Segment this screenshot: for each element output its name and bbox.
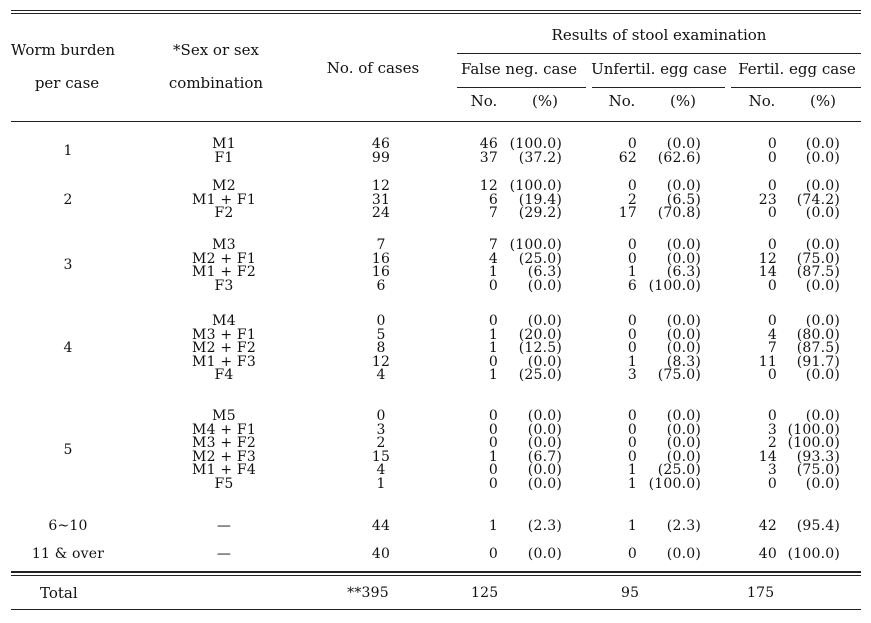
unfertil-no-cell: 0 (627, 546, 637, 562)
false-neg-no-cell: 0 (488, 476, 498, 492)
header-un-pct: (%) (670, 92, 696, 110)
cases-cell: 3 (376, 421, 386, 438)
fertil-no-cell: 3 (767, 462, 777, 479)
cases-cell: 24 (371, 205, 391, 222)
false-neg-no-cell: 1 (488, 326, 498, 343)
sex-combination-cell: M1 + F4 (192, 462, 256, 479)
unfertil-pct-cell: (100.0) (648, 277, 701, 294)
sex-combination-cell: M5 (212, 408, 236, 424)
fertil-no-cell: 0 (767, 277, 777, 294)
unfertil-pct-cell: (0.0) (666, 237, 701, 253)
unfertil-pct-cell: (75.0) (657, 367, 701, 384)
header-worm-burden-line2: per case (34, 74, 100, 92)
header-bottom-rule (11, 121, 861, 122)
cases-cell: 0 (376, 408, 386, 424)
unfertil-pct-cell: (0.0) (666, 448, 701, 465)
fertil-pct-cell: (0.0) (805, 237, 840, 253)
unfertil-no-cell: 0 (627, 136, 637, 152)
cases-cell: 4 (376, 367, 386, 384)
fertil-no-cell: 0 (767, 367, 777, 384)
fertil-pct-cell: (0.0) (805, 367, 840, 384)
false-neg-no-cell: 0 (488, 421, 498, 438)
unfertil-pct-cell: (62.6) (657, 149, 701, 166)
unfertil-no-cell: 0 (627, 250, 637, 267)
unfertil-pct-cell: (0.0) (666, 178, 701, 194)
sex-combination-cell: M2 (212, 178, 236, 194)
false-neg-pct-cell: (2.3) (527, 518, 562, 534)
header-unfertil: Unfertil. egg case (591, 60, 727, 78)
false-neg-no-cell: 1 (488, 264, 498, 281)
fertil-pct-cell: (74.2) (796, 191, 840, 208)
fertil-pct-cell: (87.5) (796, 340, 840, 357)
fertil-no-cell: 0 (767, 136, 777, 152)
worm-burden-cell: 2 (63, 191, 73, 208)
false-neg-no-cell: 7 (488, 205, 498, 222)
unfertil-pct-cell: (6.3) (666, 264, 701, 281)
fertil-no-cell: 0 (767, 313, 777, 329)
sex-combination-cell: M4 + F1 (192, 421, 256, 438)
false-neg-pct-cell: (19.4) (518, 191, 562, 208)
results-underline (457, 53, 861, 54)
fertil-pct-cell: (0.0) (805, 476, 840, 492)
cases-cell: 4 (376, 462, 386, 479)
unfertil-no-cell: 1 (627, 353, 637, 370)
false-neg-pct-cell: (0.0) (527, 313, 562, 329)
false-neg-no-cell: 37 (479, 149, 498, 166)
unfertil-no-cell: 17 (618, 205, 637, 222)
false-neg-pct-cell: (0.0) (527, 408, 562, 424)
worm-burden-cell: 3 (63, 257, 73, 274)
unfertil-pct-cell: (0.0) (666, 313, 701, 329)
worm-burden-cell: 4 (63, 340, 73, 357)
fertil-no-cell: 11 (758, 353, 777, 370)
unfertil-no-cell: 0 (627, 326, 637, 343)
header-worm-burden-line1: Worm burden (10, 41, 116, 59)
unfertil-no-cell: 0 (627, 178, 637, 194)
fertil-underline (731, 87, 861, 88)
unfertil-no-cell: 2 (627, 191, 637, 208)
unfertil-no-cell: 1 (627, 476, 637, 492)
header-false-neg: False neg. case (460, 60, 578, 78)
unfertil-pct-cell: (0.0) (666, 435, 701, 452)
fertil-pct-cell: (87.5) (796, 264, 840, 281)
unfertil-no-cell: 0 (627, 313, 637, 329)
false-neg-pct-cell: (37.2) (518, 149, 562, 166)
total-false-neg: 125 (471, 585, 499, 601)
unfertil-no-cell: 0 (627, 421, 637, 438)
false-neg-no-cell: 1 (488, 518, 498, 534)
worm-burden-cell: 1 (63, 142, 73, 159)
unfertil-underline (592, 87, 725, 88)
fertil-no-cell: 42 (758, 518, 777, 534)
cases-cell: 12 (371, 353, 391, 370)
header-fe-pct: (%) (810, 92, 836, 110)
sex-combination-cell: F1 (214, 149, 234, 166)
fertil-no-cell: 0 (767, 476, 777, 492)
header-fe-no: No. (748, 92, 776, 110)
unfertil-no-cell: 0 (627, 408, 637, 424)
false-neg-no-cell: 0 (488, 313, 498, 329)
false-neg-pct-cell: (0.0) (527, 421, 562, 438)
false-neg-no-cell: 7 (488, 237, 498, 253)
bottom-rule (11, 609, 861, 610)
sex-combination-cell: M1 + F3 (192, 353, 256, 370)
cases-cell: 40 (371, 546, 391, 562)
unfertil-pct-cell: (2.3) (666, 518, 701, 534)
false-neg-no-cell: 4 (488, 250, 498, 267)
false-neg-no-cell: 46 (479, 136, 498, 152)
unfertil-no-cell: 6 (627, 277, 637, 294)
sex-combination-cell: M2 + F3 (192, 448, 256, 465)
false-neg-pct-cell: (25.0) (518, 250, 562, 267)
total-label: Total (40, 584, 78, 602)
unfertil-pct-cell: (0.0) (666, 546, 701, 562)
fertil-pct-cell: (0.0) (805, 205, 840, 222)
sex-combination-cell: F2 (214, 205, 234, 222)
header-fn-no: No. (470, 92, 498, 110)
fertil-pct-cell: (0.0) (805, 277, 840, 294)
unfertil-pct-cell: (100.0) (648, 476, 701, 492)
fertil-pct-cell: (0.0) (805, 149, 840, 166)
sex-combination-cell: M1 + F2 (192, 264, 256, 281)
top-rule-1 (11, 10, 861, 11)
header-results: Results of stool examination (551, 26, 767, 44)
fertil-no-cell: 4 (767, 326, 777, 343)
sex-combination-cell: M1 + F1 (192, 191, 256, 208)
fertil-pct-cell: (0.0) (805, 408, 840, 424)
top-rule-2 (11, 13, 861, 14)
total-top-rule-2 (11, 575, 861, 576)
false-neg-pct-cell: (12.5) (518, 340, 562, 357)
false-neg-no-cell: 0 (488, 462, 498, 479)
fertil-pct-cell: (95.4) (796, 518, 840, 534)
fertil-no-cell: 14 (758, 448, 777, 465)
unfertil-pct-cell: (70.8) (657, 205, 701, 222)
fertil-no-cell: 0 (767, 205, 777, 222)
false-neg-no-cell: 12 (479, 178, 498, 194)
fertil-pct-cell: (100.0) (787, 546, 840, 562)
false-neg-no-cell: 1 (488, 367, 498, 384)
false-neg-pct-cell: (0.0) (527, 546, 562, 562)
header-un-no: No. (608, 92, 636, 110)
false-neg-no-cell: 1 (488, 340, 498, 357)
unfertil-no-cell: 1 (627, 518, 637, 534)
cases-cell: 31 (371, 191, 391, 208)
header-fertil: Fertil. egg case (738, 60, 856, 78)
fertil-pct-cell: (93.3) (796, 448, 840, 465)
unfertil-pct-cell: (8.3) (666, 353, 701, 370)
false-neg-pct-cell: (100.0) (509, 237, 562, 253)
false-neg-no-cell: 0 (488, 277, 498, 294)
sex-combination-cell: M3 + F2 (192, 435, 256, 452)
total-unfertil: 95 (621, 585, 640, 601)
false-neg-no-cell: 0 (488, 435, 498, 452)
unfertil-pct-cell: (0.0) (666, 250, 701, 267)
sex-combination-cell: M1 (212, 136, 236, 152)
fertil-no-cell: 14 (758, 264, 777, 281)
fertil-no-cell: 0 (767, 149, 777, 166)
worm-burden-cell: 11 & over (31, 546, 105, 562)
false-neg-pct-cell: (0.0) (527, 462, 562, 479)
false-neg-no-cell: 1 (488, 448, 498, 465)
fertil-no-cell: 0 (767, 237, 777, 253)
fertil-pct-cell: (75.0) (796, 250, 840, 267)
sex-combination-cell: M4 (212, 313, 236, 329)
sex-combination-cell: F5 (214, 476, 234, 492)
false-neg-pct-cell: (0.0) (527, 277, 562, 294)
sex-combination-cell: F3 (214, 277, 234, 294)
sex-combination-cell: — (216, 518, 232, 534)
unfertil-no-cell: 0 (627, 448, 637, 465)
cases-cell: 12 (371, 178, 391, 194)
sex-combination-cell: M2 + F2 (192, 340, 256, 357)
sex-combination-cell: F4 (214, 367, 234, 384)
total-top-rule-1 (11, 571, 861, 573)
false-neg-no-cell: 0 (488, 546, 498, 562)
false-neg-underline (457, 87, 586, 88)
cases-cell: 8 (376, 340, 386, 357)
unfertil-no-cell: 3 (627, 367, 637, 384)
cases-cell: 44 (371, 518, 391, 534)
cases-cell: 0 (376, 313, 386, 329)
worm-burden-cell: 6~10 (48, 518, 88, 534)
cases-cell: 1 (376, 476, 386, 492)
unfertil-pct-cell: (0.0) (666, 340, 701, 357)
worm-burden-cell: 5 (63, 442, 73, 458)
cases-cell: 16 (371, 250, 391, 267)
fertil-pct-cell: (100.0) (787, 421, 840, 438)
cases-cell: 46 (371, 136, 391, 152)
sex-combination-cell: — (216, 546, 232, 562)
fertil-pct-cell: (0.0) (805, 178, 840, 194)
total-fertil: 175 (747, 585, 775, 601)
unfertil-pct-cell: (0.0) (666, 421, 701, 438)
fertil-no-cell: 2 (767, 435, 777, 452)
cases-cell: 2 (376, 435, 386, 452)
fertil-no-cell: 7 (767, 340, 777, 357)
false-neg-no-cell: 0 (488, 353, 498, 370)
false-neg-no-cell: 6 (488, 191, 498, 208)
fertil-pct-cell: (0.0) (805, 136, 840, 152)
unfertil-pct-cell: (6.5) (666, 191, 701, 208)
unfertil-pct-cell: (25.0) (657, 462, 701, 479)
false-neg-pct-cell: (0.0) (527, 353, 562, 370)
false-neg-pct-cell: (25.0) (518, 367, 562, 384)
header-fn-pct: (%) (532, 92, 558, 110)
fertil-pct-cell: (100.0) (787, 435, 840, 452)
fertil-no-cell: 3 (767, 421, 777, 438)
fertil-no-cell: 40 (758, 546, 777, 562)
cases-cell: 16 (371, 264, 391, 281)
fertil-pct-cell: (80.0) (796, 326, 840, 343)
fertil-no-cell: 12 (758, 250, 777, 267)
false-neg-pct-cell: (20.0) (518, 326, 562, 343)
false-neg-pct-cell: (100.0) (509, 178, 562, 194)
unfertil-no-cell: 0 (627, 340, 637, 357)
fertil-pct-cell: (75.0) (796, 462, 840, 479)
unfertil-no-cell: 0 (627, 435, 637, 452)
sex-combination-cell: M3 (212, 237, 236, 253)
false-neg-pct-cell: (0.0) (527, 435, 562, 452)
sex-combination-cell: M2 + F1 (192, 250, 256, 267)
total-cases: **395 (347, 585, 389, 601)
header-sex-line2: combination (168, 74, 264, 92)
cases-cell: 99 (371, 149, 391, 166)
fertil-pct-cell: (91.7) (796, 353, 840, 370)
false-neg-pct-cell: (29.2) (518, 205, 562, 222)
false-neg-pct-cell: (6.3) (527, 264, 562, 281)
false-neg-pct-cell: (0.0) (527, 476, 562, 492)
cases-cell: 7 (376, 237, 386, 253)
fertil-no-cell: 23 (758, 191, 777, 208)
sex-combination-cell: M3 + F1 (192, 326, 256, 343)
fertil-pct-cell: (0.0) (805, 313, 840, 329)
unfertil-no-cell: 62 (618, 149, 637, 166)
header-no-of-cases: No. of cases (326, 59, 420, 77)
unfertil-no-cell: 1 (627, 462, 637, 479)
unfertil-pct-cell: (0.0) (666, 136, 701, 152)
fertil-no-cell: 0 (767, 408, 777, 424)
false-neg-pct-cell: (100.0) (509, 136, 562, 152)
cases-cell: 15 (371, 448, 391, 465)
cases-cell: 5 (376, 326, 386, 343)
fertil-no-cell: 0 (767, 178, 777, 194)
unfertil-no-cell: 1 (627, 264, 637, 281)
cases-cell: 6 (376, 277, 386, 294)
false-neg-no-cell: 0 (488, 408, 498, 424)
unfertil-no-cell: 0 (627, 237, 637, 253)
unfertil-pct-cell: (0.0) (666, 408, 701, 424)
header-sex-line1: *Sex or sex (173, 41, 259, 59)
unfertil-pct-cell: (0.0) (666, 326, 701, 343)
false-neg-pct-cell: (6.7) (527, 448, 562, 465)
